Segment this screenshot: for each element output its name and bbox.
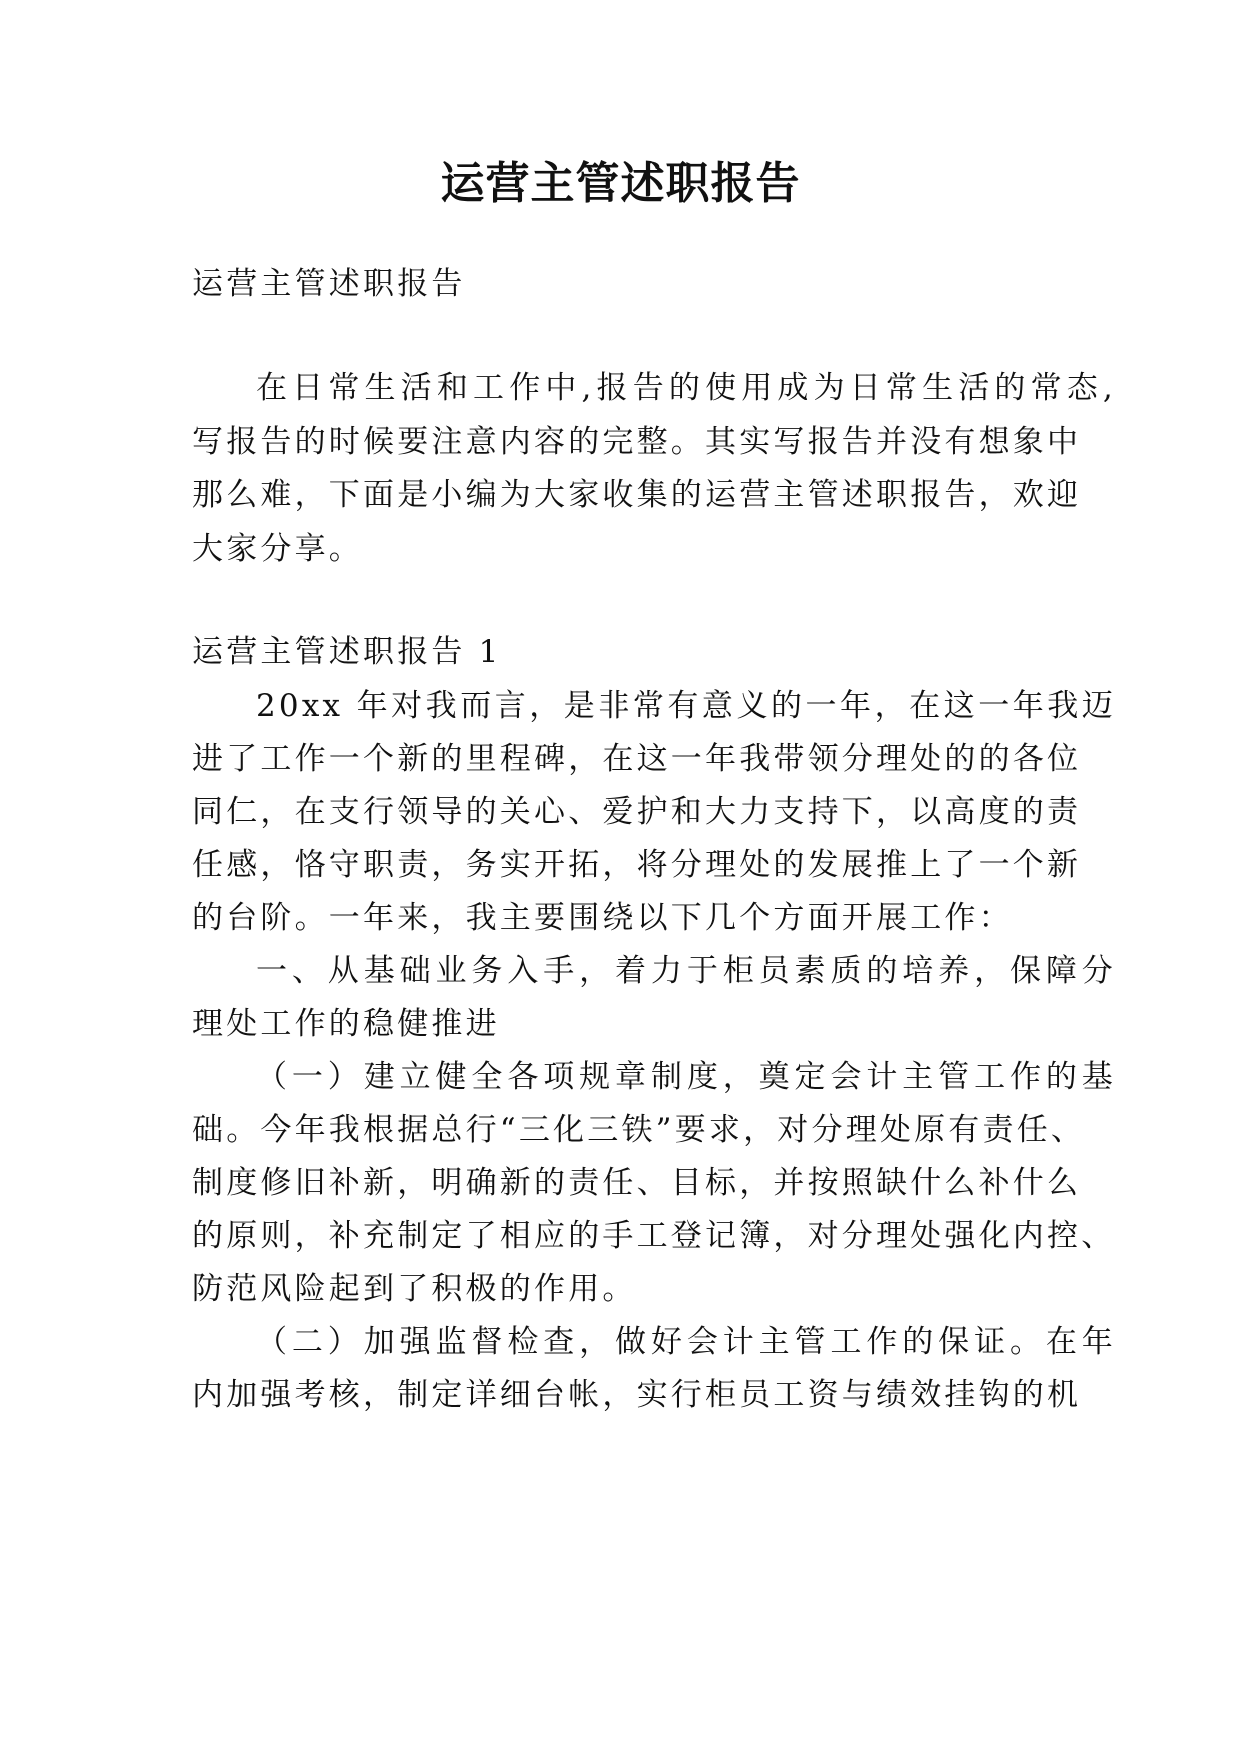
body-line-2: 进了工作一个新的里程碑，在这一年我带领分理处的的各位 xyxy=(192,741,1082,777)
intro-line-2: 写报告的时候要注意内容的完整。其实写报告并没有想象中 xyxy=(192,424,1082,460)
body-line-10: 制度修旧补新，明确新的责任、目标，并按照缺什么补什么 xyxy=(192,1165,1082,1201)
intro-line-4: 大家分享。 xyxy=(192,531,363,567)
body-line-6: 一、从基础业务入手，着力于柜员素质的培养，保障分 xyxy=(256,953,1116,989)
document-title: 运营主管述职报告 xyxy=(440,158,801,209)
body-line-13: （二）加强监督检查，做好会计主管工作的保证。在年 xyxy=(256,1324,1116,1360)
body-line-11: 的原则，补充制定了相应的手工登记簿，对分理处强化内控、 xyxy=(192,1218,1116,1254)
body-line-4: 任感，恪守职责，务实开拓，将分理处的发展推上了一个新 xyxy=(192,847,1082,883)
body-line-9: 础。今年我根据总行“三化三铁”要求，对分理处原有责任、 xyxy=(192,1112,1086,1148)
body-line-12: 防范风险起到了积极的作用。 xyxy=(192,1271,637,1307)
body-line-14: 内加强考核，制定详细台帐，实行柜员工资与绩效挂钩的机 xyxy=(192,1377,1082,1413)
intro-line-1: 在日常生活和工作中,报告的使用成为日常生活的常态, xyxy=(256,370,1116,406)
document-subtitle: 运营主管述职报告 xyxy=(192,266,466,302)
section-heading: 运营主管述职报告 1 xyxy=(192,634,502,670)
intro-line-3: 那么难，下面是小编为大家收集的运营主管述职报告，欢迎 xyxy=(192,477,1082,513)
body-line-8: （一）建立健全各项规章制度，奠定会计主管工作的基 xyxy=(256,1059,1116,1095)
body-line-3: 同仁，在支行领导的关心、爱护和大力支持下，以高度的责 xyxy=(192,794,1082,830)
body-line-7: 理处工作的稳健推进 xyxy=(192,1006,500,1042)
body-line-5: 的台阶。一年来，我主要围绕以下几个方面开展工作： xyxy=(192,900,1013,936)
body-line-1: 20xx 年对我而言，是非常有意义的一年，在这一年我迈 xyxy=(256,688,1116,724)
